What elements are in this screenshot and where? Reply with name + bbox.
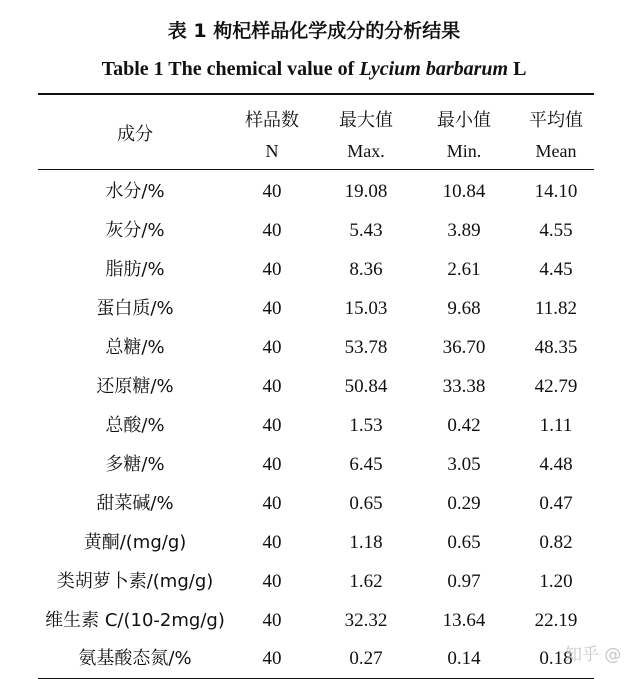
row-component-name: 维生素 C/(10-2mg/g)	[45, 610, 225, 631]
row-mean: 0.18	[539, 648, 573, 669]
table-row	[0, 406, 628, 445]
row-component-name: 黄酮/(mg/g)	[83, 532, 187, 553]
table-row	[0, 639, 628, 678]
row-min: 0.14	[447, 648, 481, 669]
header-mean	[510, 106, 602, 166]
header-max-cn: 最大值	[339, 110, 393, 131]
row-component-name: 水分/%	[105, 181, 165, 202]
row-mean: 11.82	[534, 298, 578, 319]
row-component-name: 总酸/%	[105, 415, 165, 436]
row-mean: 4.45	[539, 259, 573, 280]
table-row	[0, 484, 628, 523]
row-sample-count: 40	[262, 376, 282, 397]
row-component-name: 氨基酸态氮/%	[78, 648, 192, 669]
row-sample-count: 40	[262, 298, 282, 319]
row-component-name: 灰分/%	[105, 220, 165, 241]
row-sample-count: 40	[262, 648, 282, 669]
table-row	[0, 211, 628, 250]
row-sample-count: 40	[262, 454, 282, 475]
row-sample-count: 40	[262, 493, 282, 514]
table-row	[0, 328, 628, 367]
row-max: 19.08	[344, 181, 388, 202]
row-max: 53.78	[344, 337, 388, 358]
table-row	[0, 523, 628, 562]
row-max: 0.65	[349, 493, 383, 514]
row-component-name: 蛋白质/%	[96, 298, 174, 319]
row-min: 33.38	[442, 376, 486, 397]
header-min	[418, 106, 510, 166]
header-max-en: Max.	[347, 141, 385, 161]
row-min: 3.89	[447, 220, 481, 241]
header-sample-count	[232, 106, 312, 166]
header-sample-count-cn: 样品数	[245, 110, 299, 131]
row-max: 1.18	[349, 532, 383, 553]
row-mean: 4.55	[539, 220, 573, 241]
table-row	[0, 172, 628, 211]
row-sample-count: 40	[262, 259, 282, 280]
row-max: 1.62	[349, 571, 383, 592]
row-min: 36.70	[442, 337, 486, 358]
row-max: 6.45	[349, 454, 383, 475]
table-title-cn: 表 1 枸杞样品化学成分的分析结果	[167, 20, 461, 42]
row-min: 0.42	[447, 415, 481, 436]
row-mean: 1.11	[539, 415, 573, 436]
row-min: 9.68	[447, 298, 481, 319]
header-component	[40, 120, 230, 150]
row-min: 2.61	[447, 259, 481, 280]
title-en-suffix: L	[508, 58, 527, 80]
table-header-rule	[38, 169, 594, 170]
row-min: 10.84	[442, 181, 486, 202]
row-mean: 0.82	[539, 532, 573, 553]
row-max: 50.84	[344, 376, 388, 397]
row-min: 0.29	[447, 493, 481, 514]
table-row	[0, 250, 628, 289]
header-sample-count-en: N	[265, 141, 279, 161]
row-mean: 4.48	[539, 454, 573, 475]
header-mean-en: Mean	[535, 141, 577, 161]
title-en-species: Lycium barbarum	[359, 58, 509, 80]
row-sample-count: 40	[262, 415, 282, 436]
row-component-name: 甜菜碱/%	[96, 493, 174, 514]
row-max: 1.53	[349, 415, 383, 436]
header-min-cn: 最小值	[437, 110, 491, 131]
row-sample-count: 40	[262, 610, 282, 631]
row-component-name: 总糖/%	[105, 337, 165, 358]
row-mean: 14.10	[534, 181, 578, 202]
table-row	[0, 601, 628, 640]
title-en-prefix: Table 1 The chemical value of	[101, 58, 360, 80]
table-row	[0, 445, 628, 484]
row-min: 0.97	[447, 571, 481, 592]
row-component-name: 脂肪/%	[105, 259, 165, 280]
table-row	[0, 367, 628, 406]
row-component-name: 类胡萝卜素/(mg/g)	[56, 571, 214, 592]
row-mean: 0.47	[539, 493, 573, 514]
table-row	[0, 289, 628, 328]
row-sample-count: 40	[262, 571, 282, 592]
row-component-name: 多糖/%	[105, 454, 165, 475]
row-max: 15.03	[344, 298, 388, 319]
row-sample-count: 40	[262, 532, 282, 553]
row-mean: 1.20	[539, 571, 573, 592]
table-header	[0, 106, 628, 166]
row-sample-count: 40	[262, 181, 282, 202]
row-max: 8.36	[349, 259, 383, 280]
row-component-name: 还原糖/%	[96, 376, 174, 397]
row-min: 0.65	[447, 532, 481, 553]
row-sample-count: 40	[262, 220, 282, 241]
table-top-rule	[38, 93, 594, 95]
row-mean: 22.19	[534, 610, 578, 631]
row-mean: 48.35	[534, 337, 578, 358]
header-mean-cn: 平均值	[529, 110, 583, 131]
table-row	[0, 562, 628, 601]
row-sample-count: 40	[262, 337, 282, 358]
zhihu-watermark: 知乎 @	[565, 645, 622, 665]
table-title-en	[0, 58, 628, 81]
row-min: 13.64	[442, 610, 486, 631]
header-min-en: Min.	[446, 141, 482, 161]
row-max: 32.32	[344, 610, 388, 631]
row-max: 5.43	[349, 220, 383, 241]
row-mean: 42.79	[534, 376, 578, 397]
row-max: 0.27	[349, 648, 383, 669]
header-max	[320, 106, 412, 166]
row-min: 3.05	[447, 454, 481, 475]
header-component-label: 成分	[117, 124, 153, 145]
